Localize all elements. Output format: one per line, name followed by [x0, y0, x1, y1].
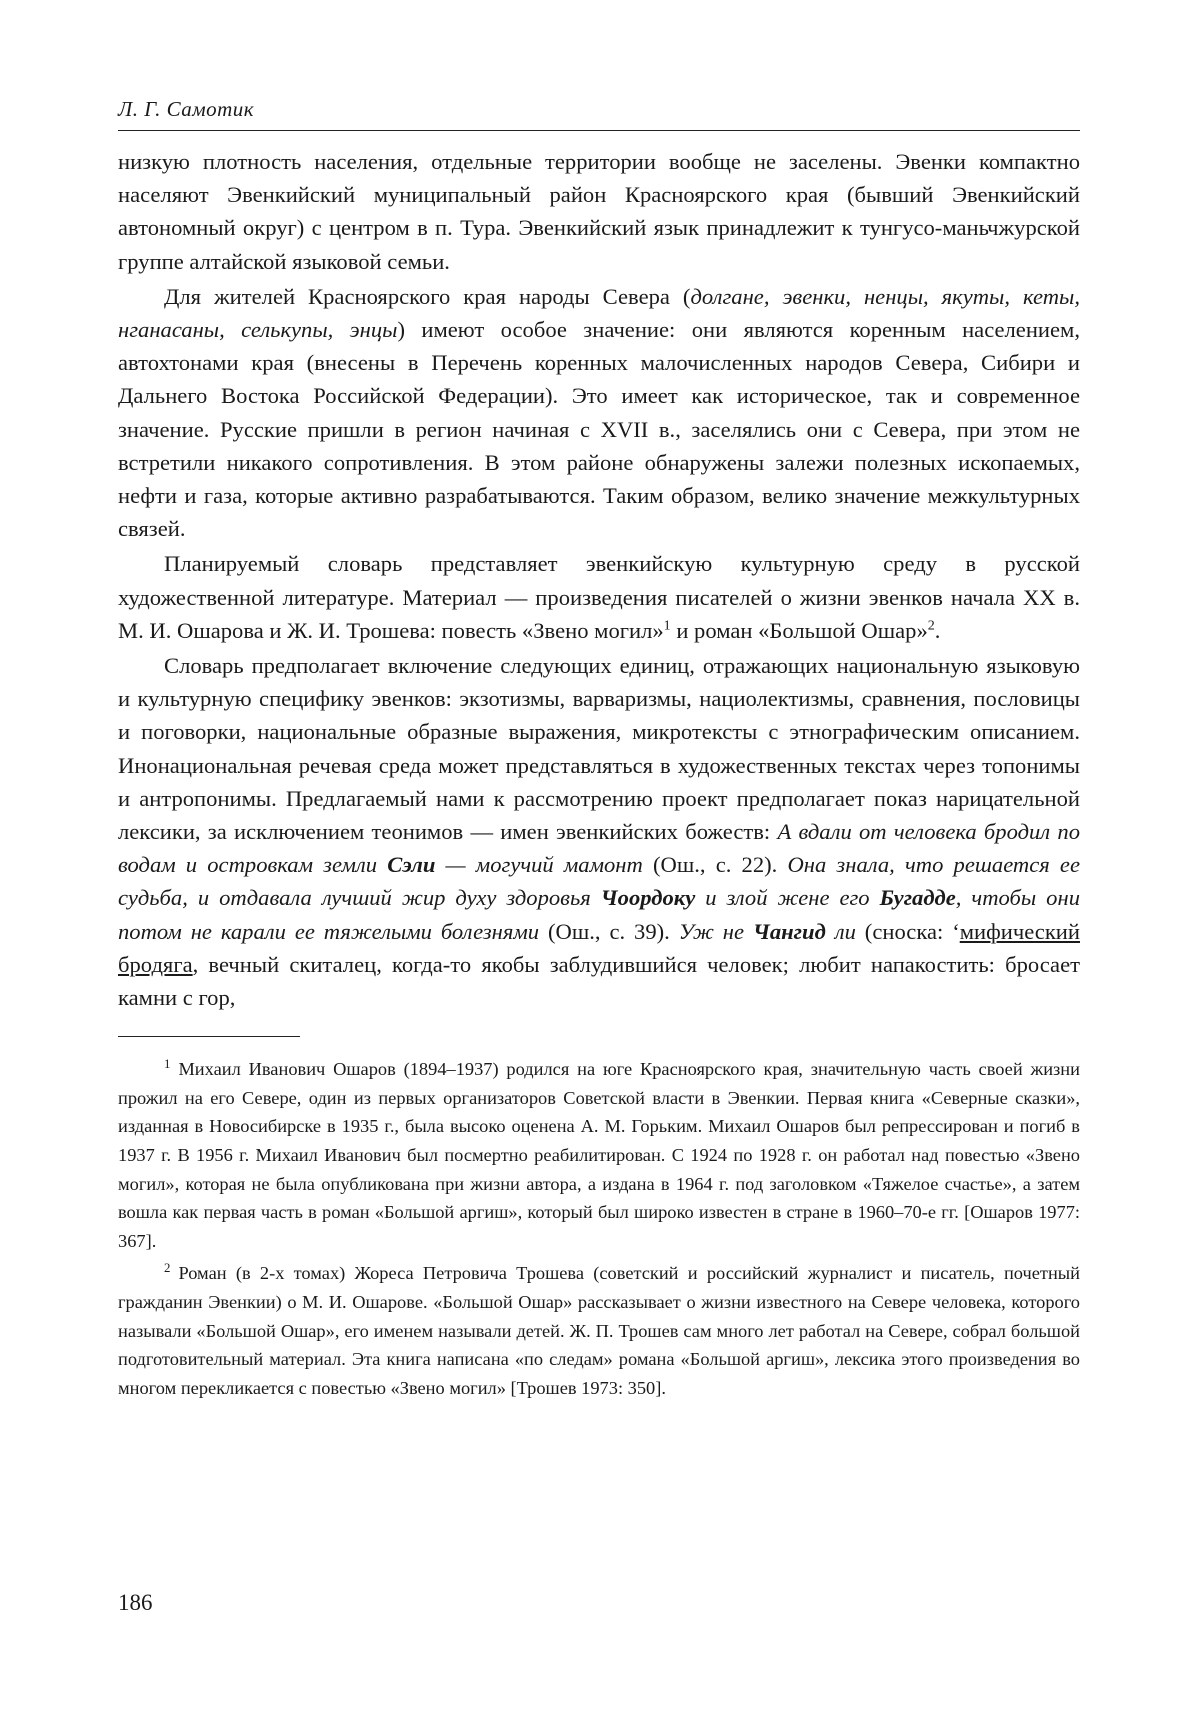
footnote-1	[118, 1055, 1080, 1255]
bold-italic-term: Чангид	[752, 918, 826, 944]
paragraph-1: низкую плотность населения, отдельные территории вообще не заселены. Эвенки компактно населяют Эвенкийский муниципальный район Красноярского края (бывший Эвенкийский автономный округ) с центром в п. Тура. Эвенкийский язык принадлежит к тунгусо-маньчжурской группе алтайской языковой семьи.	[118, 149, 1080, 274]
bold-italic-term: Сэли	[387, 852, 436, 878]
main-text	[118, 145, 1080, 1014]
paragraph-3	[118, 547, 1080, 647]
italic-run: — могучий мамонт	[435, 852, 643, 878]
page	[118, 96, 1080, 1402]
text-run: (Ош., с. 39).	[539, 918, 679, 944]
underlined-run: мифический бродяга	[118, 918, 1080, 977]
footnote-ref-1[interactable]: 1	[663, 618, 671, 634]
text-run: Планируемый словарь представляет эвенкийскую культурную среду в русской художественной литературе. Материал — произведения писателей о жизни эвенков начала XX в. М. И. Ошарова и Ж. И. Трошева: повесть «Звено могил»	[118, 551, 1080, 643]
italic-run: , чтобы они потом не карали ее тяжелыми болезнями	[118, 885, 1080, 944]
italic-run: Уж не	[678, 918, 753, 944]
footnotes	[118, 1055, 1080, 1402]
italic-run: и злой жене его	[695, 885, 880, 911]
footnote-mark: 2	[164, 1261, 171, 1276]
paragraph-4	[118, 649, 1080, 1014]
running-title: Л. Г. Самотик	[118, 96, 1080, 131]
italic-run: долгане, эвенки, ненцы, якуты, кеты, нганасаны, селькупы, энцы	[118, 283, 1080, 343]
footnote-ref-2[interactable]: 2	[927, 618, 935, 634]
text-run: .	[934, 617, 941, 643]
text-run: и роман «Большой Ошар»	[670, 617, 928, 643]
bold-italic-term: Чоордоку	[600, 885, 696, 911]
text-run: (сноска: ‘	[855, 918, 960, 944]
italic-run: Она знала, что решается ее судьба, и отдавала лучший жир духу здоровья	[118, 852, 1080, 911]
italic-run: ли	[825, 918, 856, 944]
text-run: (Ош., с. 22).	[642, 852, 788, 878]
text-run: Словарь предполагает включение следующих единиц, отражающих национальную языковую и культурную специфику эвенков: экзотизмы, варваризмы, нациолектизмы, сравнения, пословицы и поговорки, национальные образные выражения, микротексты с этнографическим описанием. Инонациональная речевая среда может представляться в художественных текстах через топонимы и антропонимы. Предлагаемый нами к рассмотрению проект предполагает показ нарицательной лексики, за исключением теонимов — имен эвенкийских божеств:	[118, 653, 1080, 845]
footnote-mark: 1	[164, 1057, 171, 1072]
page-number: 186	[118, 1590, 153, 1615]
footnote-2	[118, 1259, 1080, 1402]
text-run: ) имеют особое значение: они являются коренным населением, автохтонами края (внесены в Перечень коренных малочисленных народов Севера, Сибири и Дальнего Востока Российской Федерации). Это имеет как историческое, так и современное значение. Русские пришли в регион начиная с XVII в., заселялись они с Севера, при этом не встретили никакого сопротивления. В этом районе обнаружены залежи полезных ископаемых, нефти и газа, которые активно разрабатываются. Таким образом, велико значение межкультурных связей.	[118, 317, 1080, 542]
bold-italic-term: Бугадде	[879, 885, 956, 911]
paragraph-2	[118, 280, 1080, 546]
footnote-divider	[118, 1036, 300, 1037]
italic-run: А вдали от человека бродил по водам и островкам земли	[118, 819, 1080, 878]
footnote-text: Роман (в 2-х томах) Жореса Петровича Трошева (советский и российский журналист и писатель, почетный гражданин Эвенкии) о М. И. Ошарове. «Большой Ошар» рассказывает о жизни известного на Севере человека, которого называли «Большой Ошар», его именем называли детей. Ж. П. Трошев сам много лет работал на Севере, собрал большой подготовительный материал. Эта книга написана «по следам» романа «Большой аргиш», лексика этого произведения во многом перекликается с повестью «Звено могил» [Трошев 1973: 350].	[118, 1263, 1080, 1398]
text-run: Для жителей Красноярского края народы Севера (	[164, 283, 691, 309]
footnote-text: Михаил Иванович Ошаров (1894–1937) родился на юге Красноярского края, значительную часть своей жизни прожил на его Севере, один из первых организаторов Советской власти в Эвенкии. Первая книга «Северные сказки», изданная в Новосибирске в 1935 г., была высоко оценена А. М. Горьким. Михаил Ошаров был репрессирован и погиб в 1937 г. В 1956 г. Михаил Иванович был посмертно реабилитирован. С 1924 по 1928 г. он работал над повестью «Звено могил», которая не была опубликована при жизни автора, а издана в 1964 г. под заголовком «Тяжелое счастье», а затем вошла как первая часть в роман «Большой аргиш», который был широко известен в стране в 1960–70-е гг. [Ошаров 1977: 367].	[118, 1059, 1080, 1251]
text-run: , вечный скиталец, когда-то якобы заблудившийся человек; любит напакостить: бросает камни с гор,	[118, 951, 1080, 1011]
